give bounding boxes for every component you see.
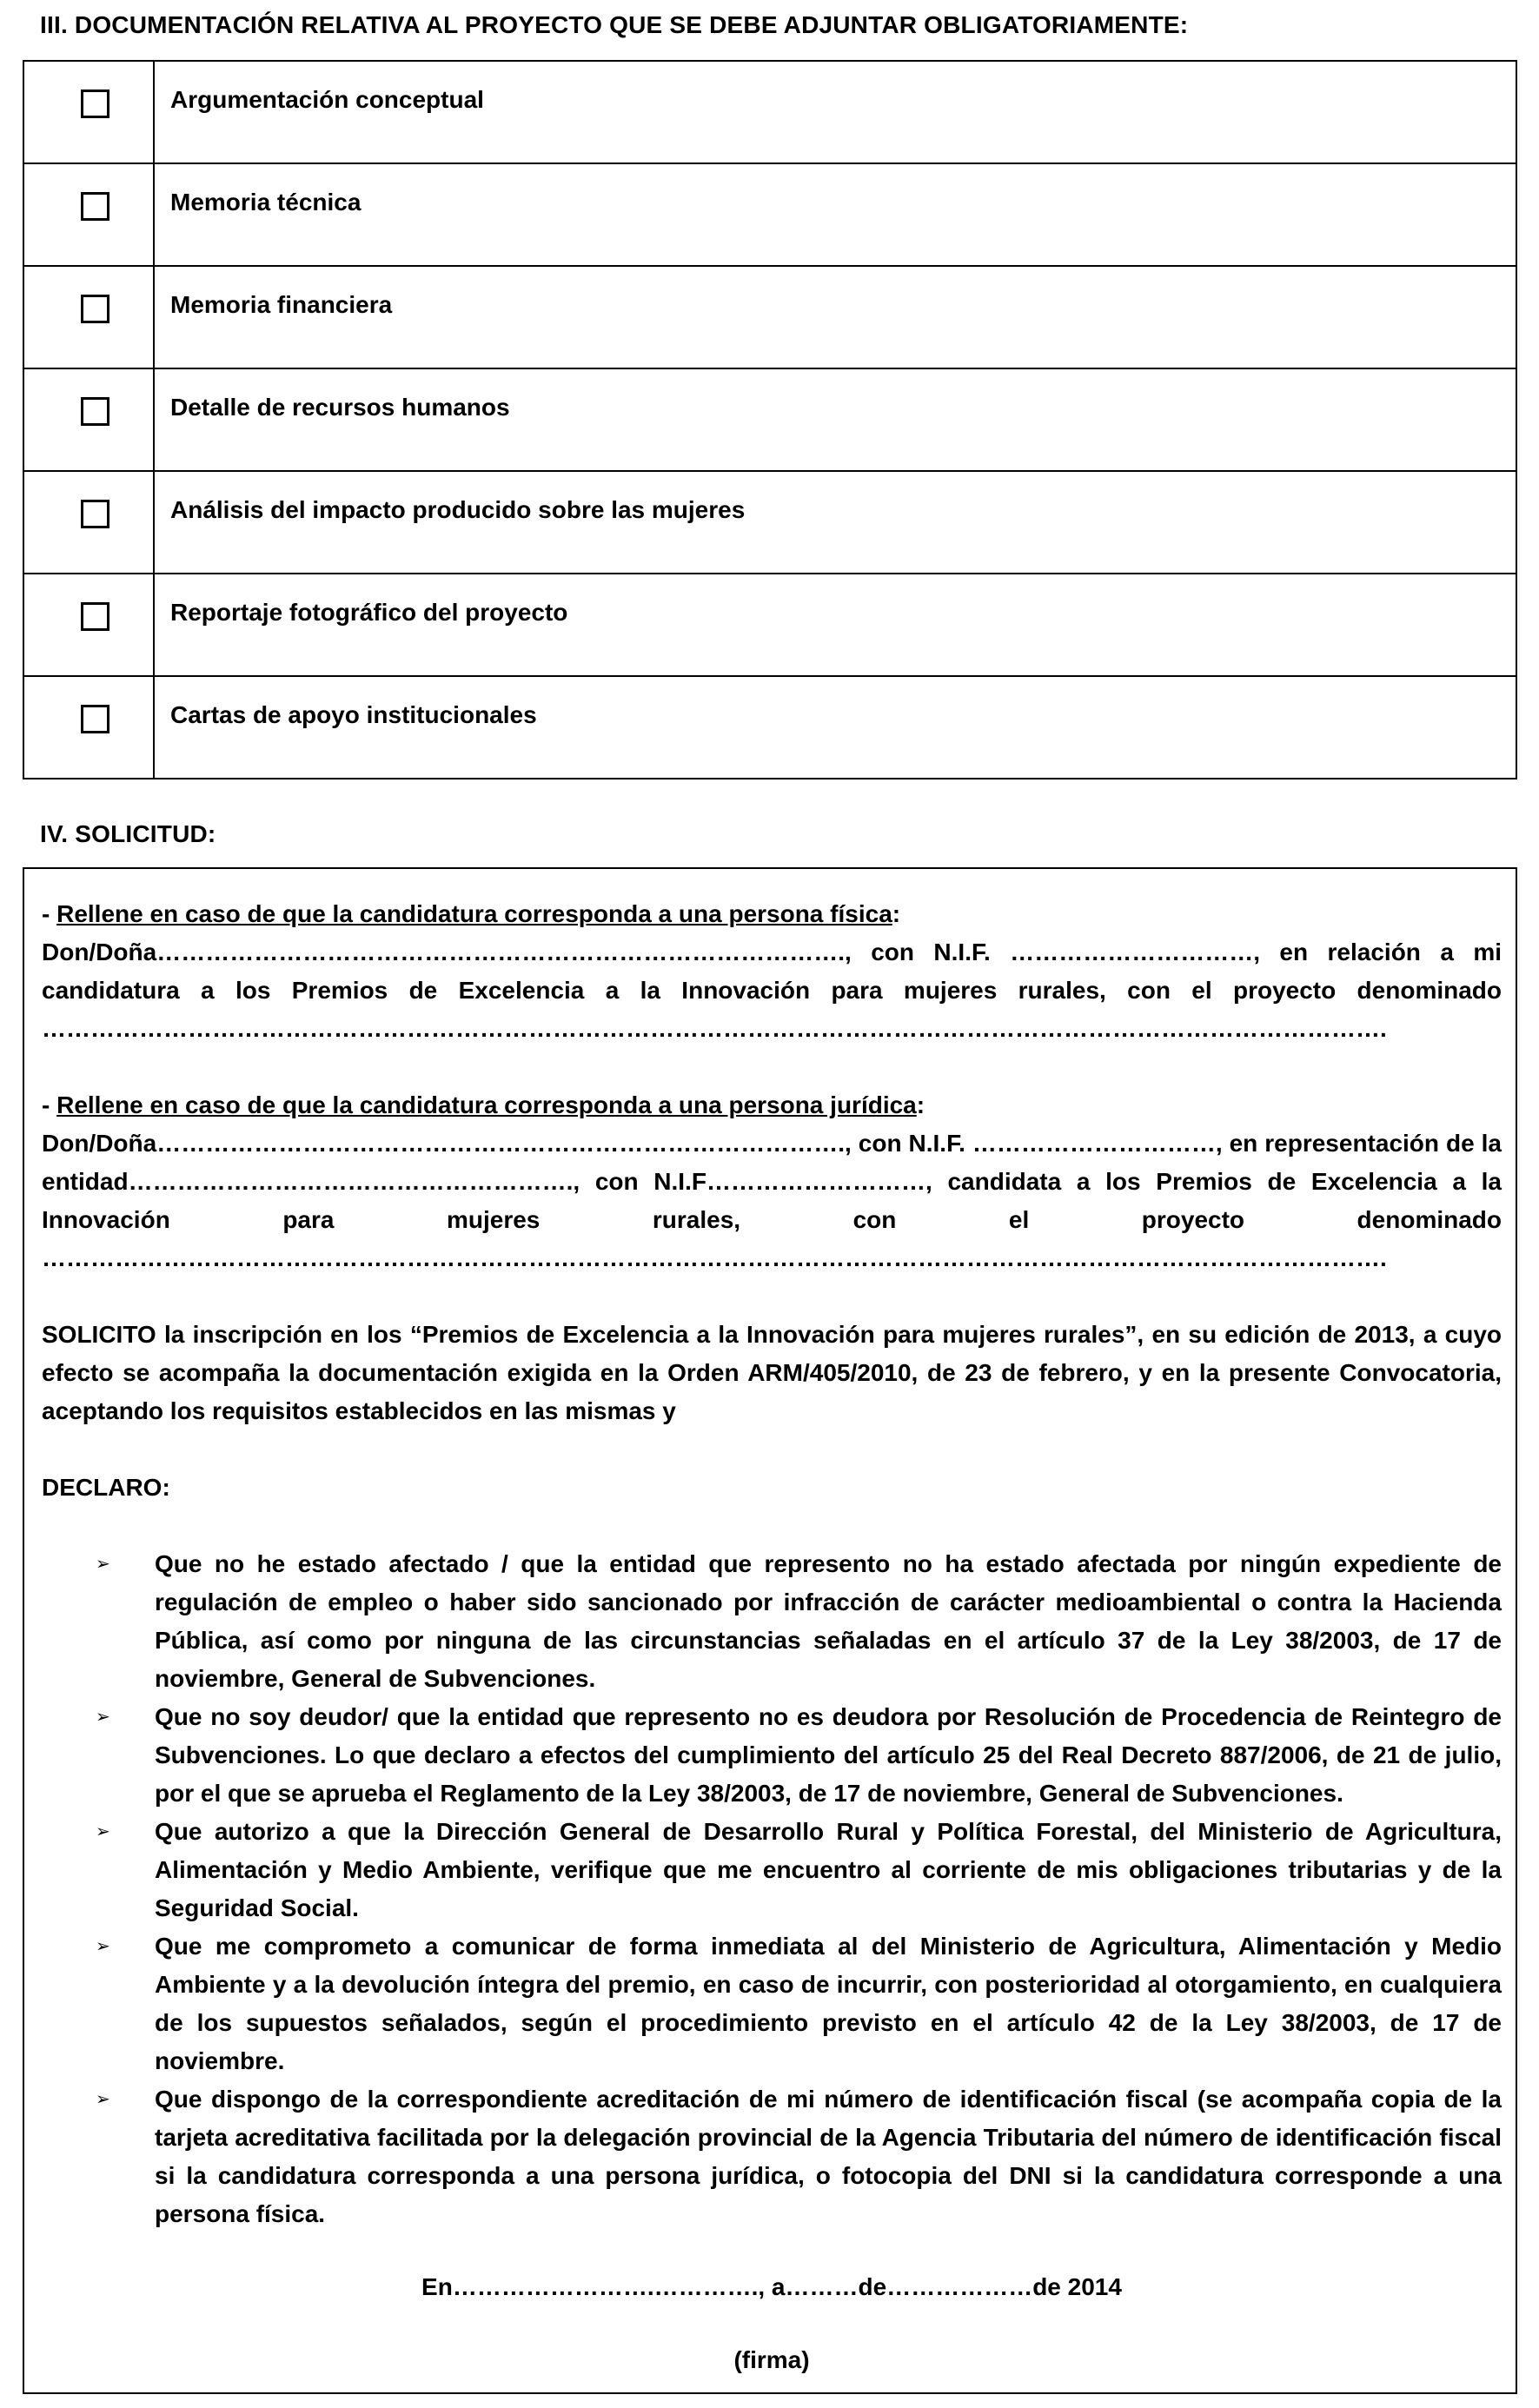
year-label: de 2014 [1032,2273,1122,2300]
document-row [24,62,1516,164]
document-row [24,677,1516,779]
en-label: En [421,2273,453,2300]
declaro-heading: DECLARO: [42,1474,170,1501]
cartas-apoyo-checkbox[interactable] [81,705,109,733]
declaration-item [42,2080,1502,2233]
request-box [23,867,1517,2394]
document-row [24,164,1516,267]
persona-juridica-heading: Rellene en caso de que la candidatura corresponda a una persona jurídica [56,1091,917,1118]
declaration-text: Que dispongo de la correspondiente acreditación de mi número de identificación fiscal (se acompaña copia de la tarjeta acreditativa facilitada por la delegación provincial de la Agencia Tributaria del número de identificación fiscal si la candidatura corresponda a una persona jurídica, o fotocopia del DNI si la candidatura corresponde a una persona física. [155,2086,1502,2227]
don-dona-label: Don/Doña [42,1130,157,1157]
memoria-tecnica-checkbox[interactable] [81,192,109,221]
checkbox-cell [24,472,155,573]
solicito-paragraph: SOLICITO la inscripción en los “Premios de Excelencia a la Innovación para mujeres rurales”, en su edición de 2013, a cuyo efecto se acompaña la documentación exigida en la Orden ARM/405/2010, de 23 de febrero, y en la presente Convocatoria, aceptando los requisitos establecidos en las mismas y [42,1321,1502,1424]
declaration-item [42,1927,1502,2080]
arrow-bullet-icon: ➢ [96,1822,110,1841]
document-label: Memoria financiera [170,291,393,318]
fisica-nif-field[interactable]: ………………………… [1010,939,1254,965]
text: , candidata a los Premios de Excelencia a la Innovación para mujeres rurales, con el proyecto denominado [42,1168,1502,1233]
text: , con N.I.F [573,1168,706,1195]
don-dona-label: Don/Doña [42,939,157,965]
checkbox-cell [24,267,155,368]
spacer [42,1277,1502,1316]
document-label: Argumentación conceptual [170,86,484,113]
signature-label: (firma) [733,2346,810,2373]
day-field[interactable]: ……… [785,2273,859,2300]
spacer [42,2233,1502,2268]
declaration-item [42,1813,1502,1927]
reportaje-fotografico-checkbox[interactable] [81,602,109,631]
document-label: Memoria técnica [170,189,362,216]
document-row [24,369,1516,472]
text: , con N.I.F. [845,1130,972,1157]
place-date-line [42,2268,1502,2306]
entity-nif-field[interactable]: ……………………… [706,1168,925,1195]
document-label: Análisis del impacto producido sobre las mujeres [170,496,746,523]
declarations-list [42,1545,1502,2233]
document-row [24,574,1516,677]
request-content [42,895,1502,2379]
persona-fisica-heading: Rellene en caso de que la candidatura corresponda a una persona física [56,900,892,927]
colon: : [892,900,901,927]
persona-juridica-paragraph [42,1086,1502,1277]
argumentacion-checkbox[interactable] [81,90,109,118]
arrow-bullet-icon: ➢ [96,1937,110,1956]
declaration-item [42,1698,1502,1813]
spacer [42,1430,1502,1469]
text: , en representación de la entidad [42,1130,1502,1195]
checkbox-cell [24,369,155,470]
a-label: , a [758,2273,786,2300]
declaration-text: Que no soy deudor/ que la entidad que represento no es deudora por Resolución de Procedencia de Reintegro de Subvenciones. Lo que declaro a efectos del cumplimiento del artículo 25 del Real Decreto 887/2006, de 21 de julio, por el que se aprueba el Reglamento de la Ley 38/2003, de 17 de noviembre, General de Subvenciones. [155,1703,1502,1807]
required-documents-table [23,60,1517,779]
document-row [24,472,1516,574]
dash: - [42,900,57,927]
declaration-text: Que me comprometo a comunicar de forma inmediata al del Ministerio de Agricultura, Alimentación y Medio Ambiente y a la devolución íntegra del premio, en caso de incurrir, con posterioridad al otorgamiento, en cualquiera de los supuestos señalados, según el procedimiento previsto en el artículo 42 de la Ley 38/2003, de 17 de noviembre. [155,1933,1502,2074]
memoria-financiera-checkbox[interactable] [81,295,109,323]
spacer [42,2306,1502,2341]
section-iii-title: III. DOCUMENTACIÓN RELATIVA AL PROYECTO QUE SE DEBE ADJUNTAR OBLIGATORIAMENTE: [40,11,1189,38]
juridica-name-field[interactable]: …………………………………………………………………………. [156,1130,845,1157]
checkbox-cell [24,677,155,779]
juridica-project-field[interactable]: …………………………………………………………………………………………………………………………………………………. [42,1244,1387,1271]
document-label: Reportaje fotográfico del proyecto [170,599,568,626]
document-row [24,267,1516,369]
arrow-bullet-icon: ➢ [96,1555,110,1574]
entity-name-field[interactable]: ………………………………………………. [128,1168,574,1195]
arrow-bullet-icon: ➢ [96,1708,110,1727]
declaration-text: Que no he estado afectado / que la entidad que represento no ha estado afectada por ningún expediente de regulación de empleo o haber sido sancionado por infracción de carácter medioambiental o contra la Hacienda Pública, así como por ninguna de las circunstancias señaladas en el artículo 37 de la Ley 38/2003, de 17 de noviembre, General de Subvenciones. [155,1550,1502,1692]
spacer [42,1048,1502,1086]
text: , en relación a mi candidatura a los Premios de Excelencia a la Innovación para mujeres rurales, con el proyecto denominado [42,939,1503,1004]
juridica-nif-field[interactable]: ………………………… [972,1130,1216,1157]
persona-fisica-paragraph [42,895,1502,1048]
spacer [42,1507,1502,1545]
de-label: de [858,2273,887,2300]
declaration-text: Que autorizo a que la Dirección General de Desarrollo Rural y Política Forestal, del Ministerio de Agricultura, Alimentación y Medio Ambiente, verifique que me encuentro al corriente de mis obligaciones tributarias y de la Seguridad Social. [155,1818,1502,1921]
fisica-name-field[interactable]: …………………………………………………………………………. [156,939,845,965]
document-label: Detalle de recursos humanos [170,394,510,421]
checkbox-cell [24,62,155,163]
place-field[interactable]: …………………….…………. [452,2273,759,2300]
fisica-project-field[interactable]: …………………………………………………………………………………………………………………………………………………. [42,1015,1387,1042]
section-iv-title: IV. SOLICITUD: [40,820,216,847]
document-label: Cartas de apoyo institucionales [170,701,537,728]
recursos-humanos-checkbox[interactable] [81,397,109,426]
checkbox-cell [24,574,155,675]
month-field[interactable]: ……………… [886,2273,1033,2300]
checkbox-cell [24,164,155,265]
analisis-impacto-checkbox[interactable] [81,500,109,528]
arrow-bullet-icon: ➢ [96,2090,110,2109]
dash: - [42,1091,57,1118]
declaration-item [42,1545,1502,1698]
colon: : [916,1091,925,1118]
text: , con N.I.F. [845,939,1011,965]
